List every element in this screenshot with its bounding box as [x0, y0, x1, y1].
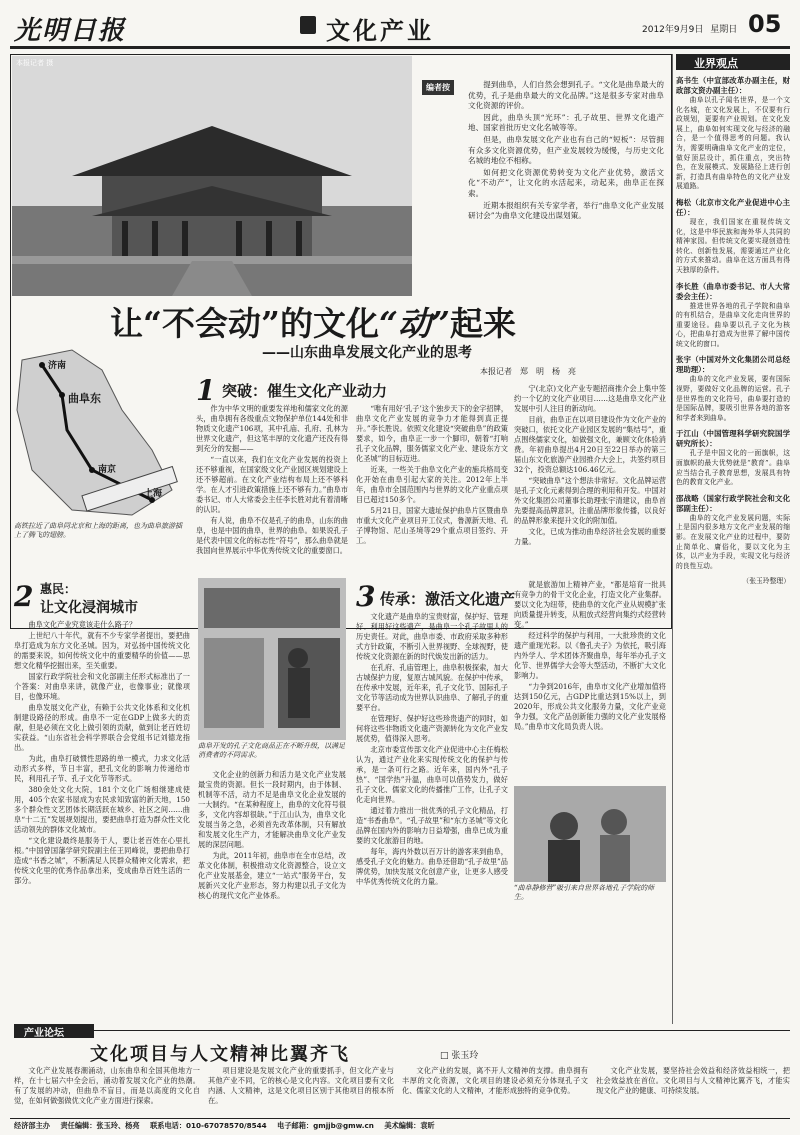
students-caption: “曲阜静修营”吸引来自世界各地孔子学院的师生。: [514, 884, 655, 901]
extra-p1: 文化企业的创新力和活力是文化产业发展最宝贵的资源。但长一段时期内，由于体制、机制等不活，动力不足是曲阜文化企业发展的一大制约。“在某种程度上，曲阜的文化符号很多，文化内容却很缺。”于江山认为，曲阜文化发展当务之急，必须首先改革体制，只有解放和发展文化生产力，才能解决曲阜文化产业发展的深层问题。: [198, 770, 346, 849]
s1c1-p1: 作为中华文明的重要发祥地和儒家文化的源头，曲阜拥有各级重点文物保护单位144处和非物质文化遗产106项，其中孔庙、孔府、孔林为世界文化遗产，但这笔丰厚的文化遗产还没有得到充分的发掘——: [196, 404, 348, 453]
section3-col2: [514, 580, 666, 780]
s1c1-p3: 有人说，曲阜不仅是孔子的曲阜，山东的曲阜，也是中国的曲阜，世界的曲阜。如果说孔子是代表中国文化的标志性“符号”，那么曲阜就是我国向世界展示中华优秀传统文化的重要窗口。: [196, 516, 348, 555]
right-col-divider: [672, 54, 673, 1024]
s3c2-p1: 就是旅游加上精神产业，“都是培育一批具有竞争力的骨干文化企业，打造文化产业集群。要以文化为纽带，使曲阜的文化产业从规模扩张向质量提升转变，从粗放式经营向集约式经营转变。”: [514, 580, 666, 629]
forum-author: □ 张玉玲: [440, 1051, 479, 1061]
shop-photo: [198, 578, 346, 740]
headline-part-2: “不会动”: [143, 304, 280, 343]
forum-col1: 文化产业发展春潮涌动，山东曲阜和全国其他地方一样，在十七届六中全会后，涌动着发展文化产业的热潮。有了发展的冲动，但曲阜不盲目，而是以高度的文化自觉，在如何做强做优文化产业方面进行探索。: [14, 1066, 200, 1105]
section3-title: 传承：激活文化遗产: [380, 590, 516, 608]
view-item: [676, 198, 790, 276]
s3c2-p2: 经过科学的保护与利用，一大批珍贵的文化遗产重现光彩。以《鲁孔夫子》为依托，吸引海内外学人、学术团体齐聚曲阜，每年举办孔子文化节、世界儒学大会等大型活动，不断扩大文化影响力。: [514, 631, 666, 680]
footer: [14, 1121, 790, 1131]
map-label-jinan: 济南: [48, 361, 67, 371]
s3c1-p5: 通过着力推出一批优秀的孔子文化精品，打造“书香曲阜”。“孔子故里”和“东方圣城”等文化品牌在国内外的影响力日益增强，曲阜已成为重要的文化旅游目的地。: [356, 806, 508, 845]
views-header: [676, 54, 790, 70]
section1-col2: [356, 404, 508, 572]
section-title: 文化产业: [326, 17, 434, 45]
shop-caption: 曲阜开发的孔子文化商品正在不断升级，以满足消费者的不同需求。: [198, 742, 345, 759]
view-speaker: 梅松（北京市文化产业促进中心主任）：: [676, 197, 790, 217]
s2-p6: “文化建设最终是服务于人，要让老百姓在心里扎根。”中国曾国藩学研究院副主任王同峰说，要把曲阜打造成“书香之城”，不断满足人民群众精神文化需求，把传统文化里的优秀作品拿出来，变成曲阜百姓生活的一部分。: [14, 836, 190, 885]
section2-title-b: 让文化浸润城市: [40, 600, 138, 616]
masthead-rule: [10, 46, 790, 49]
section2-extra: [198, 770, 346, 1018]
s1c1-p2: “一直以来，我们在文化产业发展的投资上还不够重视，在国家级文化产业园区规划建设上还不够超前。在文化产业结构布局上还不够科学。在人才引进政策措施上还不够有力。”曲阜市委书记、市人大常委会主任李长胜对此有着清晰的认识。: [196, 455, 348, 514]
view-speaker: 李长胜（曲阜市委书记、市人大常委会主任）：: [676, 281, 790, 301]
view-speaker: 张宇（中国对外文化集团公司总经理助理）：: [676, 355, 790, 375]
view-text: 现在，我们国家在重视传统文化，这是中华民族和海外华人共同的精神家园。但传统文化要实现创造性转化、创新性发展，需要通过产业化的方式来推动。曲阜在这方面具有得天独厚的条件。: [676, 217, 790, 274]
headline-part-5: 起来: [449, 304, 516, 343]
views-credit: （张玉玲整理）: [742, 577, 790, 586]
view-item: [676, 429, 790, 487]
view-text: 孔子是中国文化的一面旗帜，这面旗帜的最大优势就是“教育”。曲阜应当结合孔子教育思想，发展具有特色的教育文化产业。: [676, 449, 790, 487]
section1-col3: [514, 384, 666, 572]
headline: [110, 298, 516, 345]
editor-note-p4: 如何把文化资源优势转变为文化产业优势，激活文化“不动产”，让文化的水活起来，动起来，曲阜正在探索。: [468, 167, 664, 198]
views-body: [676, 76, 790, 1026]
footer-email: 电子邮箱：gmjjb@gmw.cn: [277, 1121, 374, 1130]
s1c3-p3: “突破曲阜”这个想法非常好。文化品牌运营是孔子文化元素得到合理的利用和开发。中国对外文化集团公司董事长助理张宇清建议，曲阜首先要提高品牌意识，注重品牌形象传播，以良好的品牌形象来提升文化的附加值。: [514, 476, 666, 525]
forum-title: 文化项目与人文精神比翼齐飞: [90, 1044, 350, 1065]
map-caption: 高铁拉近了曲阜同北京和上海的距离，也为曲阜旅游插上了腾飞的翅膀。: [14, 522, 182, 539]
section2-number: 2: [14, 580, 34, 613]
headline-part-4: “动”: [378, 304, 450, 343]
view-text: 曲阜以孔子闻名世界，是一个文化名城，在文化发展上，不仅要有行政规划，更要有产业规划。在文化发展上，曲阜如何实现文化与经济的融合，是一个值得思考的问题。我认为，需要明确曲阜文化产业的定位，做好顶层设计，抓住重点，突出特色，在发展模式、发展路径上进行创新，打造具有曲阜特色的文化产业发展道路。: [676, 96, 790, 191]
s2-p3: 曲阜发展文化产业，有赖于公共文化体系和文化机制建设路径的形成。曲阜不一定在GDP上做多大的贡献，但是必须在文化上做引领的贡献，做到让老百姓切实获益。“山东省社会科学界联合会党组书记刘德龙指出。: [14, 703, 190, 752]
view-item: [676, 282, 790, 350]
section-icon: [300, 16, 316, 34]
s2-p1: 上世纪八十年代，就有不少专家学者提出，要把曲阜打造成为东方文化圣城。因为，对弘扬中国传统文化的需要来说，如何传统文化中的重要精华的价值——思想文化精华挖掘出来，至关重要。: [14, 631, 190, 670]
s1c3-p2: 目前，曲阜正在以项目建设作为文化产业的突破口，依托文化产业园区发展的“集结号”，重点围绕儒家文化，如做强文化，兼顾文化体验消费。年初曲阜提出4月20日至22日举办的第三届山东文化旅游产业园推介大会上，共签约项目32个，投资总额达106.46亿元。: [514, 415, 666, 474]
view-item: [676, 355, 790, 423]
footer-editor: 责任编辑：张玉玲、杨亮: [60, 1121, 140, 1130]
s2-intro: 曲阜文化产业究竟该走什么路子？: [28, 620, 137, 629]
headline-part-3: 的文化: [279, 304, 379, 343]
s1c2-p1: “唯有用好‘孔子’这个独步天下的金字招牌，曲阜文化产业发展的竞争力才能得到真正提升。”李长胜说。依照文化建设“突破曲阜”的政策要求，如今，曲阜正一步一个脚印，朝着“打响孔子文化品牌，服务儒家文化产业、建设东方文化圣城”的目标迈进。: [356, 404, 508, 463]
footer-phone: 联系电话：010-67078570/8544: [150, 1121, 267, 1130]
map-label-shanghai: 上海: [144, 489, 163, 499]
footer-art-editor: 美术编辑：袁昕: [384, 1121, 435, 1130]
date-text: 2012年9月9日: [642, 25, 704, 35]
headline-part-1: 让: [110, 304, 143, 343]
views-header-text: 业界观点: [694, 57, 738, 70]
issue-date: [642, 22, 737, 35]
s3c2-p3: “力争到2016年，曲阜市文化产业增加值将达到150亿元，占GDP比重达到15%以上，到2020年，形成公共文化服务力量，文化产业竞争力强，文化产品创新能力强的文化产业发展格局。”曲阜市文化局负责人说。: [514, 682, 666, 731]
map-label-nanjing: 南京: [98, 465, 117, 475]
forum-header: [14, 1024, 94, 1038]
students-photo: [514, 786, 666, 882]
forum-rule: [94, 1030, 790, 1031]
forum-col4: 文化产业发展，要坚持社会效益和经济效益相统一，把社会效益放在首位。文化项目与人文精神比翼齐飞，才能实现文化产业的健康、可持续发展。: [596, 1066, 790, 1095]
view-text: 曲阜的文化产业发展，要有国际视野，要做好文化品牌的运营。孔子是世界性的文化符号，曲阜要打造的是国际品牌，要吸引世界各地的游客和学者来到曲阜。: [676, 375, 790, 422]
subheadline: ——山东曲阜发展文化产业的思考: [262, 345, 472, 361]
rail-map: [12, 340, 182, 520]
view-text: 推进世界各地的孔子学院和曲阜的有机结合，是曲阜文化走向世界的重要途径。曲阜要以孔子文化为核心，把曲阜打造成为世界了解中国传统文化的窗口。: [676, 301, 790, 348]
weekday-text: 星期日: [710, 25, 738, 35]
forum-header-text: 产业论坛: [24, 1028, 64, 1039]
view-item: [676, 494, 790, 572]
s2-p4: 为此，曲阜打破惯性思路的单一模式，力求文化活动形式多样，节日丰富，把孔文化的影响力传递给市民，利用孔子节、孔子文化节等形式。: [14, 754, 190, 783]
s3c1-p4: 北京市委宣传部文化产业促进中心主任梅松认为，通过产业化来实现传统文化的保护与传承，是一条可行之路。近年来，国内外“孔子热”、“国学热”升温，曲阜可以借势发力，做好孔子文化、儒家文化的传播推广工作，让孔子文化走向世界。: [356, 745, 508, 804]
view-item: [676, 76, 790, 192]
s3c1-p2: 在孔府、孔庙管理上，曲阜积极探索，加大古城保护力度，复原古城风貌。在保护中传承，在传承中发展，近年来，孔子文化节、国际孔子文化节等活动成为世界认识曲阜、了解孔子的重要平台。: [356, 663, 508, 712]
s3c1-p6: 每年，海内外数以百万计的游客来到曲阜，感受孔子文化的魅力。曲阜还借助“孔子故里”品牌优势，加快发展文化创意产业，让更多人感受中华优秀传统文化的力量。: [356, 847, 508, 886]
temple-photo: [12, 56, 412, 296]
editor-note-p1: 提到曲阜，人们自然会想到孔子。“文化是曲阜最大的优势，孔子是曲阜最大的文化品牌。”这是很多专家对曲阜文化资源的评价。: [468, 80, 664, 111]
s3c1-p3: 在管理好、保护好这些珍贵遗产的同时，如何将这些非物质文化遗产资源转化为文化产业发展优势，值得深入思考。: [356, 714, 508, 743]
editor-note-p3: 但是，曲阜发展文化产业也有自己的“短板”：尽管拥有众多文化资源优势，但产业发展较为缓慢，与历史文化名城的地位不相称。: [468, 134, 664, 166]
byline: 本报记者 郑 明 杨 亮: [480, 367, 576, 376]
extra-p2: 为此，2011年初，曲阜市在全市总结，改革文化体制，积极推动文化资源整合，设立文化产业发展基金，建立“一站式”服务平台，发展新兴文化产业形态，努力构建以孔子文化为核心的现代文化产业体系。: [198, 851, 346, 900]
section2-title: [40, 580, 138, 617]
editor-note-p5: 近期本报组织有关专家学者，举行“曲阜文化产业发展研讨会”为曲阜文化建设出谋划策。: [468, 200, 664, 221]
temple-illustration: [12, 56, 412, 296]
section1-title: 突破：催生文化产业动力: [222, 382, 388, 400]
newspaper-logo: 光明日报: [14, 16, 127, 46]
s3c1-p1: 文化遗产是曲阜的宝贵财富，保护好、管理好、利用好这些遗产，是曲阜一个孔子故里人的历史责任。对此，曲阜市委、市政府采取多种形式方针政策，不断引入世界视野、全球视野，使传统文化资源在新的时代焕发出新的活力。: [356, 612, 508, 661]
s1c2-p3: 5月21日，国家大遗址保护曲阜片区暨曲阜市重大文化产业项目开工仪式，鲁源新天地、孔子博物馆、尼山圣境等29个重点项目签约、开工。: [356, 506, 508, 545]
shop-illustration: [198, 578, 346, 740]
section3-number: 3: [356, 580, 376, 613]
section3-col1: [356, 612, 508, 1018]
editor-note-tag: 编者按: [422, 80, 454, 95]
section1-col1: [196, 404, 348, 572]
editor-note-p2: 因此，曲阜头顶“光环”：孔子故里、世界文化遗产地、国家首批历史文化名城等等。: [468, 112, 664, 133]
view-speaker: 于江山（中国管理科学研究院国学研究所长）：: [676, 429, 790, 449]
view-speaker: 邵战略（国家行政学院社会和文化部副主任）：: [676, 493, 790, 513]
map-label-qufu: 曲阜东: [68, 392, 101, 405]
forum-col3: 文化产业的发展，离不开人文精神的支撑。曲阜拥有丰厚的文化资源，文化项目的建设必须充分体现孔子文化、儒家文化的人文精神，才能形成独特的竞争优势。: [402, 1066, 588, 1095]
s1c3-p1: 宁(北京)文化产业专题招商推介会上集中签约一个亿的文化产业项目……这是曲阜文化产业发展中引人注目的新动向。: [514, 384, 666, 413]
s1c3-p4: 文化，已成为推动曲阜经济社会发展的重要力量。: [514, 527, 666, 546]
view-speaker: 高书生（中宣部改革办副主任，财政部文资办副主任）：: [676, 76, 790, 95]
page-number: 05: [748, 10, 782, 38]
photo-credit: 本报记者 摄: [16, 59, 54, 67]
section2-title-a: 惠民：: [40, 582, 77, 596]
section1-number: 1: [196, 374, 216, 407]
footer-org: 经济部主办: [14, 1121, 50, 1130]
s2-p5: 380余处文化大院，181个文化广场相继建成使用，405个农家书屋成为农民求知致富的新天地，150多个群众性文艺团体长期活跃在城乡、社区之间……曲阜“十二五”发展规划提出，要把曲阜打造为群众性文化活动领先的群体文化城市。: [14, 785, 190, 834]
editor-note: [468, 80, 664, 300]
students-illustration: [514, 786, 666, 882]
section2-body: [14, 620, 190, 1018]
s1c2-p2: 近来，一些关于曲阜文化产业的施兵格局变化开始在曲阜引起大家的关注。2012年上半年，曲阜市全国范围内与世界的文化产业重点项目已超过150多个。: [356, 465, 508, 504]
forum-col2: 项目建设是发展文化产业的重要抓手，但文化产业与其他产业不同，它的核心是文化内容。文化项目要有文化内涵、人文精神，这是文化项目区别于其他项目的根本所在。: [208, 1066, 394, 1105]
footer-rule: [10, 1118, 790, 1119]
view-text: 曲阜的文化产业发展问题，实际上是国内很多地方文化产业发展的缩影。在发展文化产业的过程中，要防止简单化、庸俗化，要以文化为主体，以产业为手段，实现文化与经济的良性互动。: [676, 513, 790, 570]
s2-p2: 国家行政学院社会和文化部副主任形式标准出了一个答案：对曲阜来讲，就像产业，也像事业；就像项目，也像环境。: [14, 672, 190, 701]
